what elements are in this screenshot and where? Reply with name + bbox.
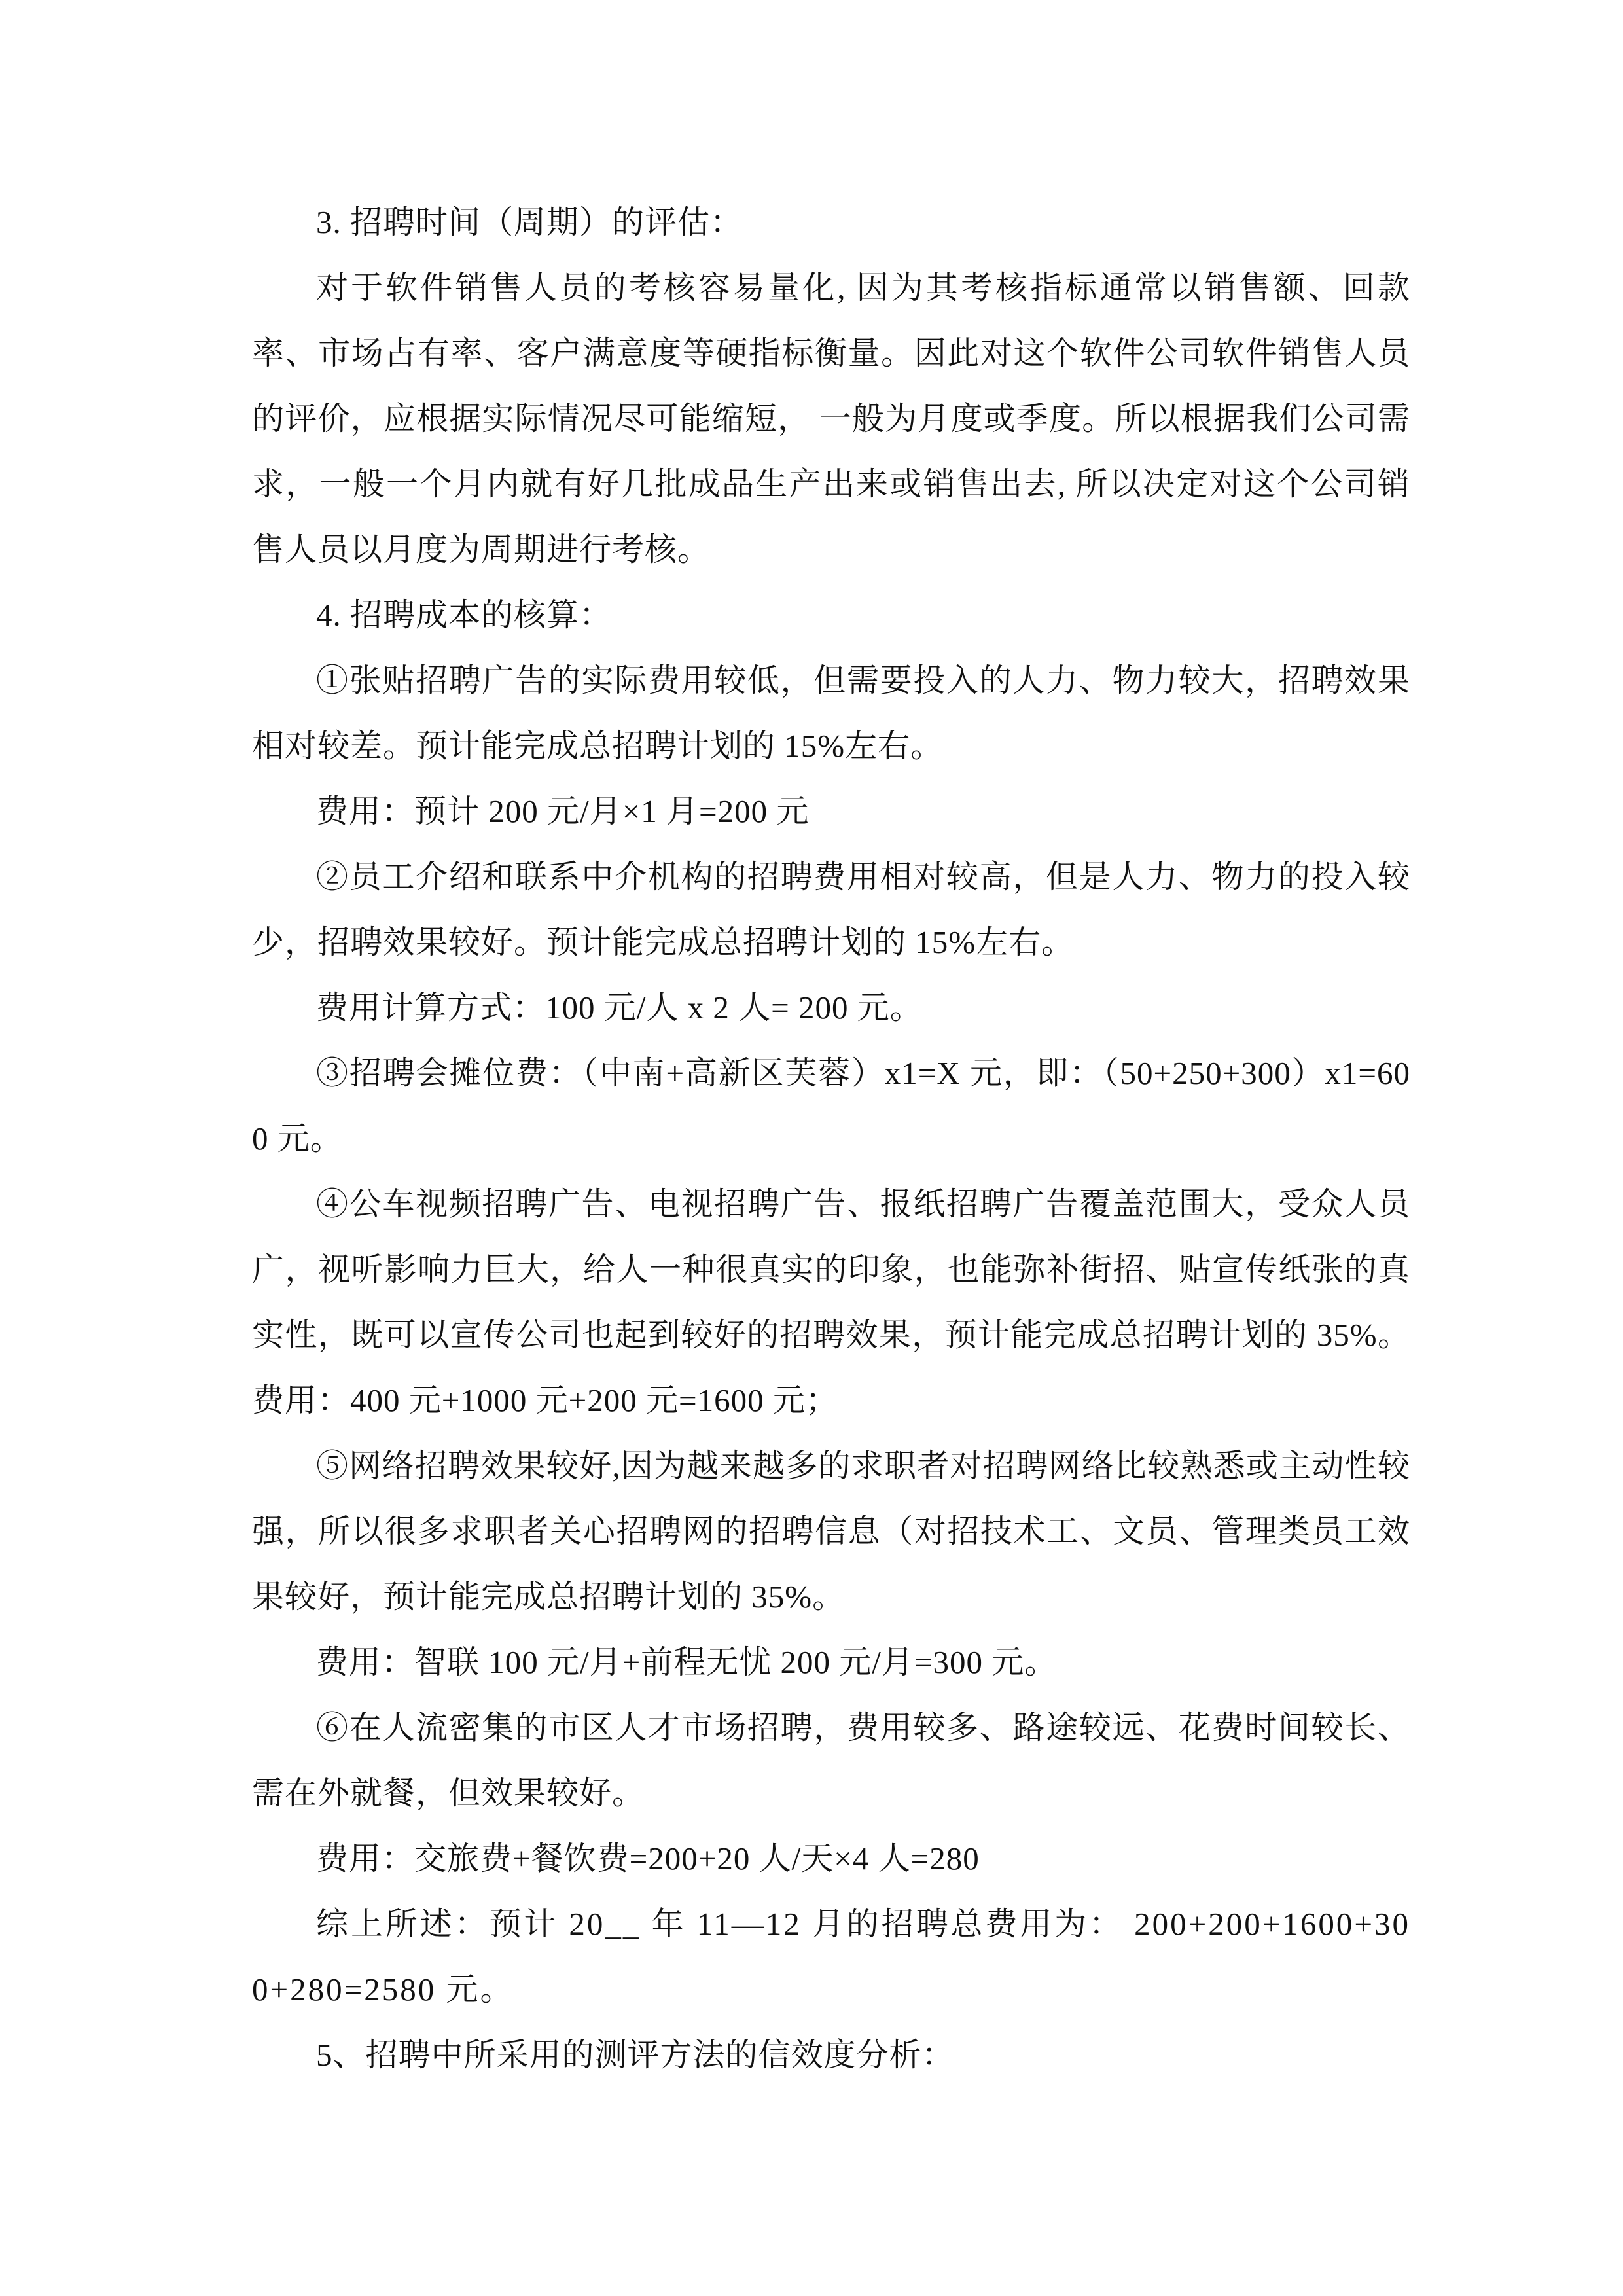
paragraph-item3-job-fair-booth: ③招聘会摊位费：（中南+高新区芙蓉）x1=X 元，即：（50+250+300）x1=600 元。: [252, 1055, 1410, 1157]
paragraph-item4-media-ads: ④公车视频招聘广告、电视招聘广告、报纸招聘广告覆盖范围大，受众人员广，视听影响力巨大，给人一种很真实的印象，也能弥补街招、贴宣传纸张的真实性，既可以宣传公司也起到较好的招聘效果，预计能完成总招聘计划的 35%。费用：400 元+1000 元+200 元=1600 元；: [252, 1186, 1410, 1418]
paragraph-item5-cost: 费用：智联 100 元/月+前程无忧 200 元/月=300 元。: [316, 1644, 1058, 1680]
paragraph-item1-cost: 费用：预计 200 元/月×1 月=200 元: [316, 793, 810, 829]
heading-recruitment-time-evaluation: 3. 招聘时间（周期）的评估：: [316, 204, 743, 240]
paragraph-item5-online-recruiting: ⑤网络招聘效果较好,因为越来越多的求职者对招聘网络比较熟悉或主动性较强，所以很多求职者关心招聘网的招聘信息（对招技术工、文员、管理类员工效果较好，预计能完成总招聘计划的 35%。: [252, 1448, 1410, 1615]
paragraph-item6-talent-market: ⑥在人流密集的市区人才市场招聘，费用较多、路途较远、花费时间较长、需在外就餐，但效果较好。: [252, 1710, 1410, 1811]
heading-evaluation-reliability-validity: 5、招聘中所采用的测评方法的信效度分析：: [316, 2037, 955, 2073]
paragraph-sales-assessment: 对于软件销售人员的考核容易量化, 因为其考核指标通常以销售额、回款率、市场占有率、客户满意度等硬指标衡量。因此对这个软件公司软件销售人员的评价，应根据实际情况尽可能缩短， 一般为月度或季度。所以根据我们公司需求，一般一个月内就有好几批成品生产出来或销售出去, 所以决定对这个公司销售人员以月度为周期进行考核。: [252, 270, 1410, 567]
paragraph-item2-cost: 费用计算方式：100 元/人 x 2 人= 200 元。: [316, 990, 923, 1026]
heading-recruitment-cost-accounting: 4. 招聘成本的核算：: [316, 597, 613, 633]
paragraph-item1-poster-ads: ①张贴招聘广告的实际费用较低，但需要投入的人力、物力较大，招聘效果相对较差。预计能完成总招聘计划的 15%左右。: [252, 662, 1410, 764]
paragraph-total-cost-summary: 综上所述：预计 20__ 年 11—12 月的招聘总费用为： 200+200+1600+300+280=2580 元。: [252, 1906, 1410, 2007]
paragraph-item6-cost: 费用：交旅费+餐饮费=200+20 人/天×4 人=280: [316, 1840, 980, 1876]
paragraph-item2-referrals-agencies: ②员工介绍和联系中介机构的招聘费用相对较高，但是人力、物力的投入较少，招聘效果较好。预计能完成总招聘计划的 15%左右。: [252, 859, 1410, 960]
